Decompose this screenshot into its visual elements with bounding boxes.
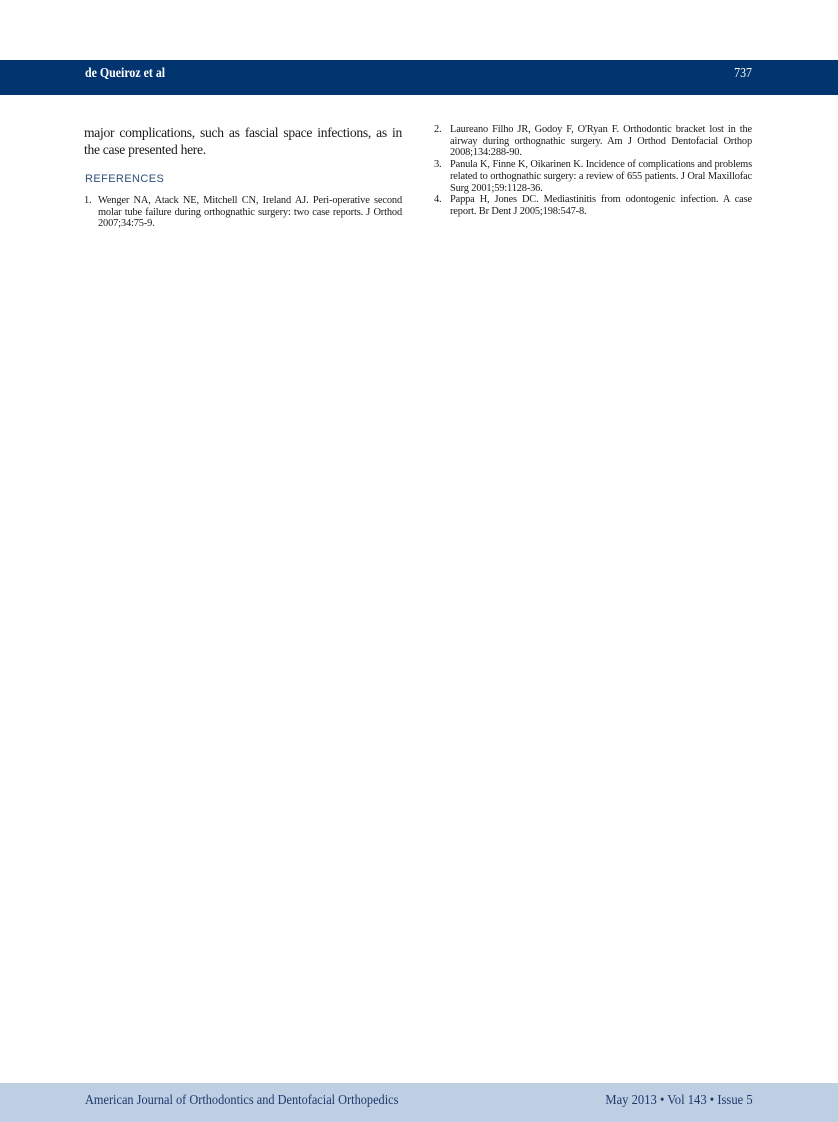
reference-item <box>434 194 752 217</box>
reference-text: Laureano Filho JR, Godoy F, O'Ryan F. Orthodontic bracket lost in the airway during orthognathic surgery. Am J Orthod Dentofacial Orthop 2008;134:288-90. <box>450 124 752 159</box>
left-column <box>84 124 402 230</box>
body-paragraph: major complications, such as fascial space infections, as in the case presented here. <box>84 125 402 157</box>
reference-number: 1. <box>84 195 92 206</box>
reference-text: Wenger NA, Atack NE, Mitchell CN, Ireland AJ. Peri-operative second molar tube failure during orthognathic surgery: two case reports. J Orthod 2007;34:75-9. <box>98 195 402 230</box>
reference-text: Pappa H, Jones DC. Mediastinitis from odontogenic infection. A case report. Br Dent J 2005;198:547-8. <box>450 194 752 217</box>
running-title: de Queiroz et al <box>85 66 166 81</box>
reference-list <box>84 195 402 230</box>
reference-item <box>434 124 752 159</box>
reference-item <box>434 159 752 194</box>
running-header <box>0 60 838 95</box>
page-number: 737 <box>734 66 752 81</box>
journal-name: American Journal of Orthodontics and Dentofacial Orthopedics <box>85 1093 399 1108</box>
running-footer <box>0 1083 838 1122</box>
reference-list <box>434 124 752 218</box>
issue-info: May 2013 • Vol 143 • Issue 5 <box>605 1093 753 1108</box>
reference-item <box>84 195 402 230</box>
references-heading: REFERENCES <box>85 173 165 185</box>
right-column <box>434 124 752 218</box>
reference-number: 2. <box>434 124 442 135</box>
reference-number: 3. <box>434 159 442 171</box>
reference-number: 4. <box>434 194 442 206</box>
reference-text: Panula K, Finne K, Oikarinen K. Incidence of complications and problems related to orthognathic surgery: a review of 655 patients. J Oral Maxillofac Surg 2001;59:1128-36. <box>450 159 752 194</box>
